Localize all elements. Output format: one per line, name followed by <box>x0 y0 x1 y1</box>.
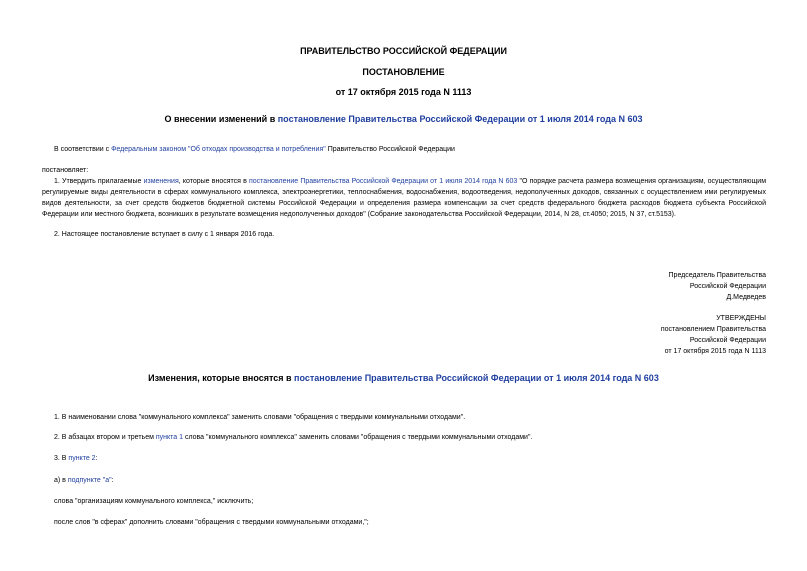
government-heading: ПРАВИТЕЛЬСТВО РОССИЙСКОЙ ФЕДЕРАЦИИ <box>300 46 507 56</box>
change-3-text-b: : <box>95 455 98 462</box>
item-2-paragraph: 2. Настоящее постановление вступает в силу с 1 января 2016 года. <box>54 231 275 238</box>
subpoint-a-link[interactable]: подпункте "а" <box>67 477 112 484</box>
changes-link[interactable]: изменения <box>143 178 179 185</box>
approved-line-3: Российской Федерации <box>689 337 766 344</box>
point-1-link[interactable]: пункта 1 <box>155 434 183 441</box>
document-date-number: от 17 октября 2015 года N 1113 <box>335 87 472 97</box>
change-2-text-b: слова "коммунального комплекса" заменить словами "обращения с твердыми коммунальными отходами". <box>183 434 533 441</box>
change-3a-line-2: после слов "в сферах" дополнить словами "обращения с твердыми коммунальными отходами,"; <box>54 519 369 526</box>
point-2-link[interactable]: пункте 2 <box>68 455 96 462</box>
approved-heading: УТВЕРЖДЕНЫ <box>716 315 766 322</box>
item-1-text-b: , которые вносятся в <box>178 178 249 185</box>
change-3a-text-b: : <box>111 477 114 484</box>
preamble <box>54 144 455 155</box>
change-3a-text-a: а) в <box>54 477 68 484</box>
federal-law-link[interactable]: Федеральным законом "Об отходах производства и потребления" <box>111 146 326 153</box>
change-3-text-a: 3. В <box>54 455 69 462</box>
change-1: 1. В наименовании слова "коммунального комплекса" заменить словами "обращения с твердыми коммунальными отходами". <box>54 414 466 421</box>
preamble-suffix: Правительство Российской Федерации <box>325 146 455 153</box>
approved-date: от 17 октября 2015 года N 1113 <box>664 348 766 355</box>
approved-line-2: постановлением Правительства <box>660 326 766 333</box>
change-3 <box>54 453 98 464</box>
item-1-text-a: 1. Утвердить прилагаемые <box>54 178 144 185</box>
signature-line-1: Председатель Правительства <box>668 272 766 279</box>
change-2-text-a: 2. В абзацах втором и третьем <box>54 434 156 441</box>
signature-name: Д.Медведев <box>726 294 766 301</box>
signature-line-2: Российской Федерации <box>689 283 766 290</box>
item-1-text-c: "О порядке расчета размера возмещения организациям, осуществляющим регулируемые виды деятельности в сферах коммунального комплекса, электроэнергетики, теплоснабжения, водоснабжения, водоотведения, недополученных доходов, связанных с осуществлением ими регулируемых видов деятельности, за счет средств бюджетов бюджетной системы Российской Федерации и определения размера компенсации за счет средств федерального бюджета расходов бюджета субъекта Российской Федерации или местного бюджета, возникших в результате возмещения недополученных доходов" (Собрание законодательства Российской Федерации, 2014, N 28, ст.4050; 2015, N 37, ст.5153). <box>42 178 767 218</box>
changes-title-link[interactable]: постановление Правительства Российской Федерации от 1 июля 2014 года N 603 <box>294 373 659 383</box>
changes-title-prefix: Изменения, которые вносятся в <box>148 373 295 383</box>
change-3a-line-1: слова "организациям коммунального комплекса," исключить; <box>54 498 254 505</box>
document-type-heading: ПОСТАНОВЛЕНИЕ <box>362 67 445 77</box>
document-title-link[interactable]: постановление Правительства Российской Федерации от 1 июля 2014 года N 603 <box>277 114 643 124</box>
change-2 <box>54 432 532 443</box>
document-title-prefix: О внесении изменений в <box>164 114 278 124</box>
preamble-prefix: В соответствии с <box>54 146 112 153</box>
resolution-603-link[interactable]: постановление Правительства Российской Федерации от 1 июля 2014 года N 603 <box>248 178 518 185</box>
change-3a <box>54 475 114 486</box>
item-1-paragraph <box>42 176 766 220</box>
document-title <box>0 114 807 125</box>
changes-title <box>0 373 807 384</box>
decrees-word: постановляет: <box>42 167 89 174</box>
